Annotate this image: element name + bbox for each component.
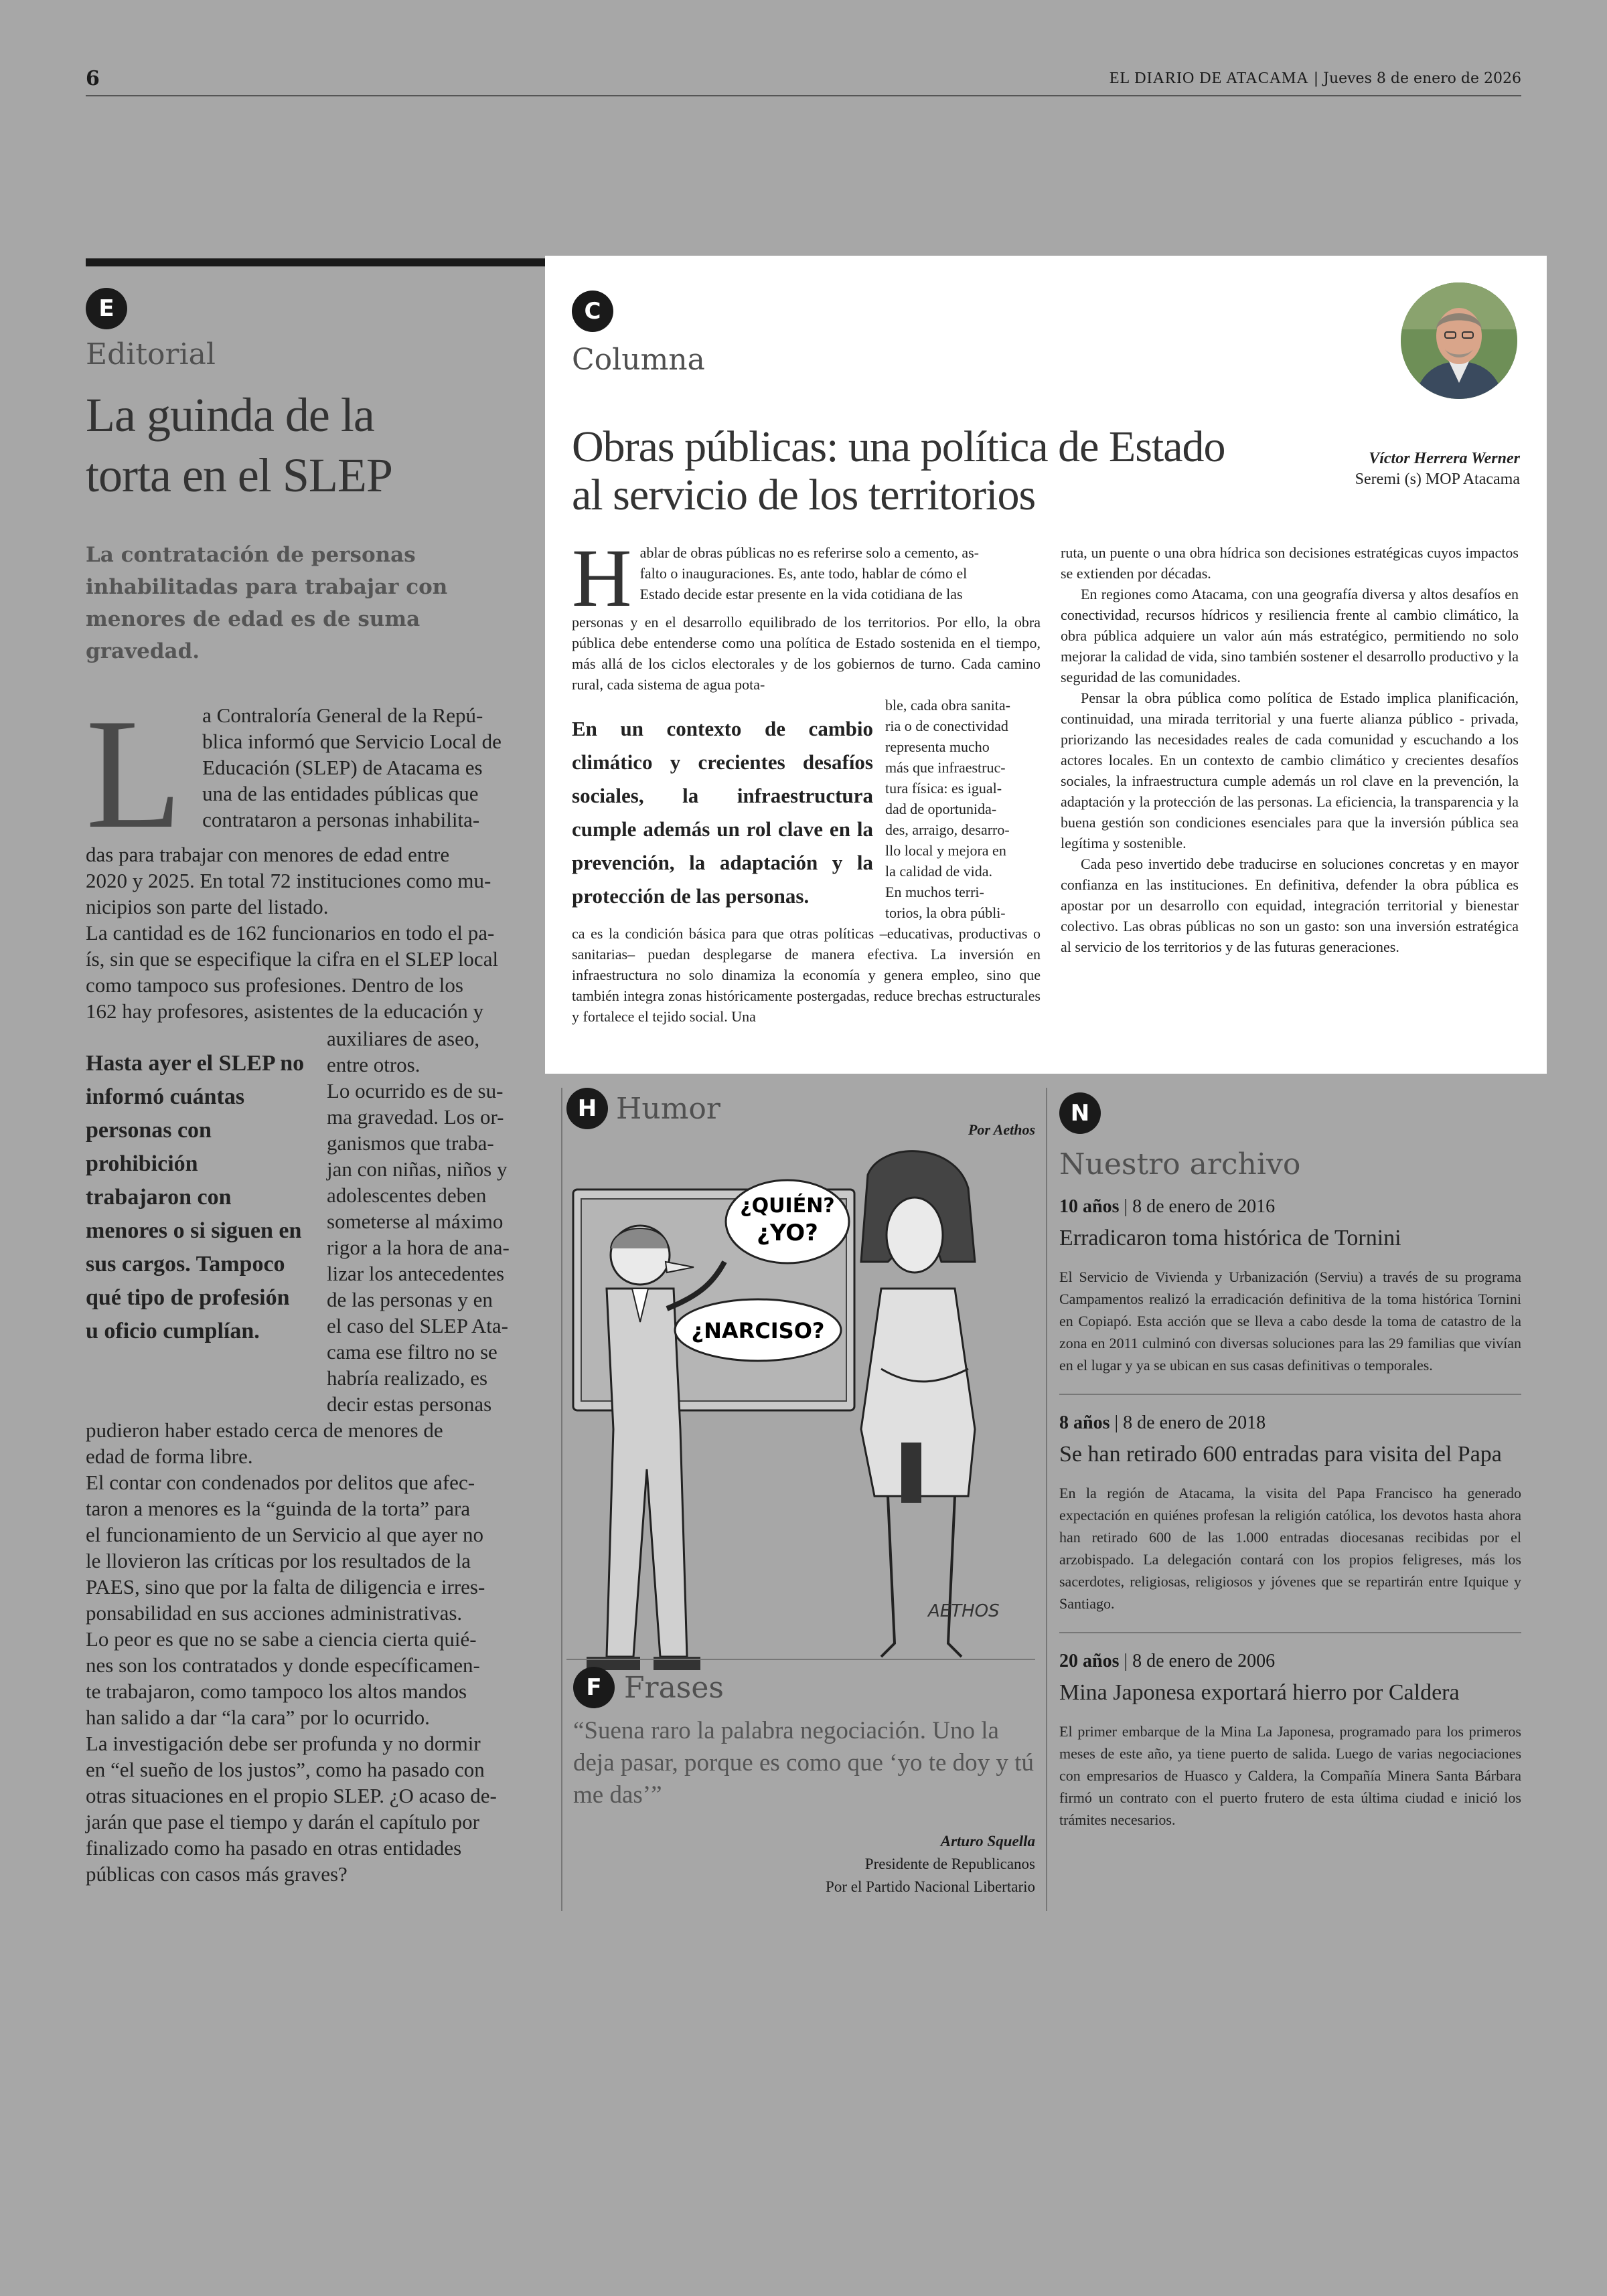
archive-body: El primer embarque de la Mina La Japonesa, programado para los primeros meses de este año, ya tiene puerto de salida. Luego de varias negociaciones con empresarios de Huasco y Caldera, la Compañía Minera Santa Bárbara firmó un contrato con el puerto frutero de esta última ciudad e inició los trámites necesarios. [1059,1723,1521,1828]
editorial-line: auxiliares de aseo, [327,1027,480,1050]
editorial-badge: E [86,288,127,329]
editorial-dropcap: L [86,687,183,862]
editorial-line: das para trabajar con menores de edad entre [86,843,450,866]
archive-badge: N [1059,1092,1101,1134]
editorial-body [86,687,528,1887]
editorial-line: habría realizado, es [327,1366,488,1390]
editorial-line: ponsabilidad en sus acciones administrativas. [86,1601,463,1625]
archive-item [1059,1633,1521,1848]
archive-date: | 8 de enero de 2006 [1119,1651,1276,1671]
column-line: ablar de obras públicas no es referirse solo a cemento, as- [639,544,979,561]
column-paragraph: Pensar la obra pública como política de Estado implica planificación, continuidad, una mirada territorial y una fuerte alianza público - privada, priorizando las necesidades reales de cada comunidad y escuchando a los actores locales. En un contexto de cambio climático y crecientes desafíos sociales, la infraestructura cumple además un rol clave en la prevención, la adaptación y la protección de las personas. La eficiencia, la transparencia y la buena gestión son condiciones esenciales para que la inversión pública sea legítima y sostenible. [1061,689,1519,851]
column-line: falto o inauguraciones. Es, ante todo, hablar de cómo el [639,565,968,582]
editorial-line: otras situaciones en el propio SLEP. ¿O acaso de- [86,1784,497,1807]
frases-attribution [573,1830,1035,1898]
editorial-line: ís, sin que se especifique la cifra en el SLEP local [86,947,499,971]
editorial-narrow-lines [327,1026,528,1417]
editorial-line: 2020 y 2025. En total 72 instituciones como mu- [86,869,491,892]
frases-top-rule [566,1659,1035,1660]
column-byline [1355,450,1520,489]
editorial-line: nes son los contratados y donde específicamen- [86,1653,480,1677]
editorial-line: 162 hay profesores, asistentes de la educación y [86,999,483,1023]
editorial-line: en “el sueño de los justos”, como ha pasado con [86,1758,485,1781]
column-line: des, arraigo, desarro- [885,821,1010,838]
archive-date: | 8 de enero de 2018 [1109,1412,1266,1433]
editorial-line: edad de forma libre. [86,1445,253,1468]
column-left-full: personas y en el desarrollo equilibrado de los territorios. Por ello, la obra pública debe entenderse como una política de Estado sostenida en el tiempo, más allá de los ciclos electorales y de los gobiernos de turno. Cada camino rural, cada sistema de agua pota- [572,614,1041,693]
frases-author: Arturo Squella [940,1833,1035,1850]
archive-years-count: 20 años [1059,1651,1120,1671]
column-intro [572,542,1041,604]
column-line: más que infraestruc- [885,759,1006,776]
humor-section [566,1088,1035,1621]
editorial-line: como tampoco sus profesiones. Dentro de los [86,973,463,997]
column-line: tura física: es igual- [885,780,1002,797]
column-section [545,256,1547,1074]
column-line: llo local y mejora en [885,842,1006,859]
frases-quote: “Suena raro la palabra negociación. Uno la deja pasar, porque es como que ‘yo te doy y tú me das’” [573,1717,1034,1809]
archive-years [1059,1196,1521,1218]
editorial-line: Lo ocurrido es de su- [327,1079,504,1102]
column-label: Columna [572,343,705,377]
editorial-line: de las personas y en [327,1288,493,1311]
editorial-full-lines [86,841,528,1024]
archive-item [1059,1395,1521,1633]
frases-role: Presidente de Republicanos [864,1856,1035,1872]
column-title-line: al servicio de los territorios [572,471,1036,519]
archive-years [1059,1651,1521,1672]
editorial-line: el caso del SLEP Ata- [327,1314,508,1337]
editorial-line: adolescentes deben [327,1183,487,1207]
editorial-line: La investigación debe ser profunda y no dormir [86,1732,481,1755]
editorial-line: le llovieron las críticas por los resultados de la [86,1549,471,1572]
editorial-line: pudieron haber estado cerca de menores de [86,1418,443,1442]
editorial-lead: La contratación de personas inhabilitadas para trabajar con menores de edad es de suma gravedad. [86,543,448,663]
column-pullquote: En un contexto de cambio climático y crecientes desafíos sociales, la infraestructura cumple además un rol clave en la prevención, la adaptación y la protección de las personas. [572,717,873,908]
archive-title: Se han retirado 600 entradas para visita del Papa [1059,1442,1502,1467]
editorial-line: taron a menores es la “guinda de la torta” para [86,1497,471,1520]
editorial-line: una de las entidades públicas que [202,782,479,805]
editorial-title-line: La guinda de la [86,388,374,442]
editorial-line: públicas con casos más graves? [86,1862,348,1886]
bubble-text-2: ¿YO? [757,1220,818,1246]
column-line: representa mucho [885,738,990,755]
editorial-line: La cantidad es de 162 funcionarios en todo el pa- [86,921,495,945]
author-avatar [1401,282,1517,399]
cartoon-illustration [566,1148,1035,1690]
frases-label: Frases [624,1670,724,1705]
column-line: ria o de conectividad [885,718,1008,734]
editorial-line: nicipios son parte del listado. [86,895,329,918]
column-line: Estado decide estar presente en la vida cotidiana de las [639,586,963,602]
archive-body: En la región de Atacama, la visita del Papa Francisco ha generado expectación en quiénes profesan la religión católica, los devotos hasta ahora han retirado 600 de las 1.000 entradas diocesanas recibidas por el arzobispado. La delegación contará con los propios feligreses, más los sacerdotes, religiosas, religiosos y jóvenes que se repartirán entre Iquique y Santiago. [1059,1485,1521,1612]
editorial-line: Lo peor es que no se sabe a ciencia cierta quié- [86,1627,477,1651]
frases-section [573,1667,1035,1898]
humor-badge: H [566,1088,608,1129]
editorial-line: PAES, sino que por la falta de diligencia e irres- [86,1575,485,1598]
editorial-line: el funcionamiento de un Servicio al que ayer no [86,1523,483,1546]
frases-party: Por el Partido Nacional Libertario [826,1878,1035,1895]
editorial-section [86,288,528,1894]
column-paragraph: Cada peso invertido debe traducirse en soluciones concretas y en mayor confianza en las instituciones. En definitiva, defender la obra pública es apostar por un desarrollo con equidad, integración territorial y bienestar colectivo. Las obras públicas no son un gasto: son una inversión estratégica al servicio de los territorios y de las futuras generaciones. [1061,855,1519,955]
archive-body: El Servicio de Vivienda y Urbanización (Serviu) a través de su programa Campamentos realizó la erradicación definitiva de la toma histórica Tornini en Copiapó. Esta acción que se lleva a cabo desde la toma de catastro de la zona en 2011 culminó con diversas soluciones para las 29 familias que vivían en el lugar y ya se ubican en sus casas definitivas o temporales. [1059,1268,1521,1374]
editorial-line: decir estas personas [327,1392,492,1416]
column-paragraph: En regiones como Atacama, con una geografía diversa y altos desafíos en conectividad, recursos hídricos y resiliencia frente al cambio climático, la obra pública adquiere un valor aún más estratégico, permitiendo no solo mejorar la calidad de vida, sino también sostener el desarrollo productivo y la seguridad de las comunidades. [1061,586,1519,685]
archive-title: Erradicaron toma histórica de Tornini [1059,1226,1401,1250]
column-author-role: Seremi (s) MOP Atacama [1355,471,1520,488]
column-line: ble, cada obra sanita- [885,697,1010,714]
archive-left-rule [1046,1088,1047,1911]
page-number: 6 [86,67,100,90]
bubble-text-1: ¿QUIÉN? [740,1194,835,1218]
humor-label: Humor [616,1091,720,1126]
column-line: En muchos terri- [885,884,984,900]
column-author: Víctor Herrera Werner [1369,450,1520,467]
humor-credit: Por Aethos [968,1121,1035,1138]
editorial-line: jarán que pase el tiempo y darán el capítulo por [86,1810,479,1833]
editorial-line: Educación (SLEP) de Atacama es [202,756,483,779]
column-title-line: Obras públicas: una política de Estado [572,422,1225,471]
bubble-text-3: ¿NARCISO? [691,1318,825,1343]
column-line: la calidad de vida. [885,863,993,880]
editorial-title [86,385,528,505]
archive-years-count: 8 años [1059,1412,1110,1433]
column-line: torios, la obra públi- [885,904,1006,921]
editorial-line: entre otros. [327,1053,420,1076]
archive-item [1059,1196,1521,1395]
column-text-left [572,532,1041,1027]
archive-label: Nuestro archivo [1059,1147,1301,1181]
author-portrait-icon [1401,282,1517,399]
editorial-line: ganismos que traba- [327,1131,494,1155]
editorial-line: cama ese filtro no se [327,1340,498,1364]
column-title [572,423,1342,519]
editorial-line: han salido a dar “la cara” por lo ocurrido. [86,1706,430,1729]
issue-date: Jueves 8 de enero de 2026 [1323,70,1521,87]
archive-list [1059,1196,1521,1848]
editorial-line: lizar los antecedentes [327,1262,505,1285]
editorial-tail-lines [86,1417,528,1887]
masthead: EL DIARIO DE ATACAMA | Jueves 8 de enero de 2026 [1109,70,1521,87]
humor-left-rule [561,1088,562,1911]
header-rule [86,95,1521,96]
column-text-right [1061,542,1519,957]
archive-years-count: 10 años [1059,1196,1120,1217]
column-narrow-lines [885,695,1041,923]
column-dropcap: H [572,532,632,624]
archive-years [1059,1412,1521,1434]
editorial-line: rigor a la hora de ana- [327,1236,510,1259]
column-left-tail: ca es la condición básica para que otras políticas –educativas, productivas o sanitarias– puedan desplegarse de manera efectiva. La inversión en infraestructura no solo dinamiza la economía y genera empleo, sino que también integra zonas históricamente postergadas, reduce brechas estructurales y fortalece el tejido social. Una [572,925,1041,1025]
editorial-line: a Contraloría General de la Repú- [202,704,483,727]
archive-section [1059,1092,1521,1848]
editorial-line: jan con niñas, niños y [327,1157,508,1181]
newspaper-name: EL DIARIO DE ATACAMA [1109,70,1309,87]
editorial-line: blica informó que Servicio Local de [202,730,502,753]
editorial-line: El contar con condenados por delitos que afec- [86,1471,475,1494]
editorial-line: te trabajaron, como tampoco los altos mandos [86,1679,467,1703]
editorial-pullquote: Hasta ayer el SLEP no informó cuántas personas con prohibición trabajaron con menores o si siguen en sus cargos. Tampoco qué tipo de profesión u oficio cumplían. [86,1051,305,1343]
editorial-label: Editorial [86,337,216,372]
archive-title: Mina Japonesa exportará hierro por Caldera [1059,1680,1460,1705]
frases-badge: F [573,1667,615,1708]
column-line: dad de oportunida- [885,801,997,817]
editorial-line: ma gravedad. Los or- [327,1105,504,1129]
editorial-title-line: torta en el SLEP [86,448,392,502]
editorial-line: finalizado como ha pasado en otras entidades [86,1836,462,1860]
editorial-line: contrataron a personas inhabilita- [202,808,480,831]
column-paragraph: ruta, un puente o una obra hídrica son decisiones estratégicas cuyos impactos se extienden por décadas. [1061,544,1519,582]
cartoon-signature: AETHOS [928,1601,1000,1621]
editorial-line: someterse al máximo [327,1210,504,1233]
archive-date: | 8 de enero de 2016 [1119,1196,1276,1217]
column-badge: C [572,291,613,332]
